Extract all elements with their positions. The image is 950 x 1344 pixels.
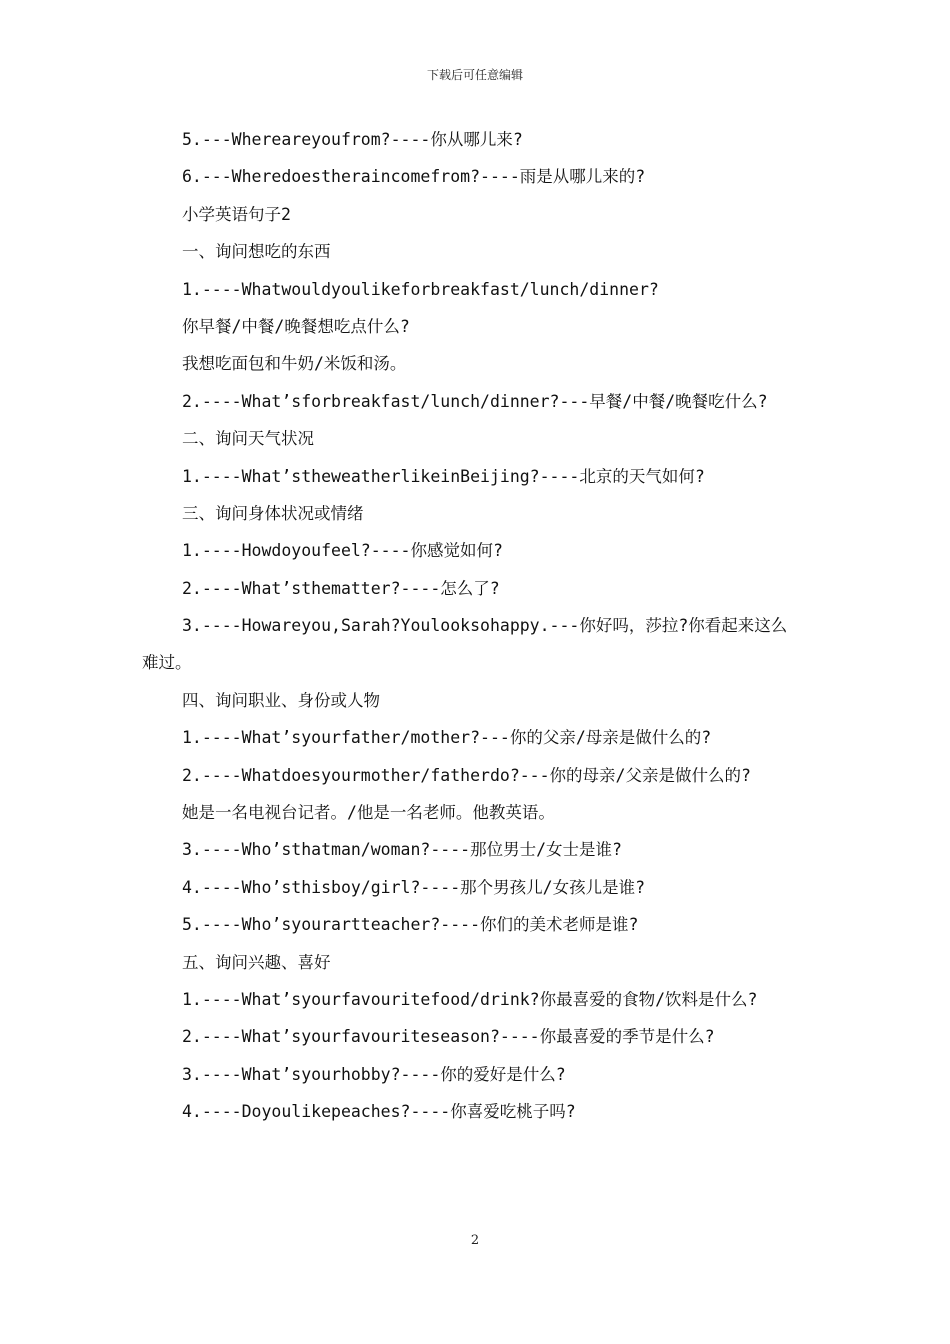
text-line: 2.----What’sforbreakfast/lunch/dinner?---早餐/中餐/晚餐吃什么? bbox=[182, 391, 768, 411]
text-line: 你早餐/中餐/晚餐想吃点什么? bbox=[182, 316, 410, 336]
text-line: 1.----What’stheweatherlikeinBeijing?----北京的天气如何? bbox=[182, 466, 705, 486]
text-line: 3.----Howareyou,Sarah?Youlooksohappy.---你好吗，莎拉?你看起来这么 bbox=[182, 616, 788, 636]
section-heading: 二、询问天气状况 bbox=[182, 429, 314, 449]
text-line: 我想吃面包和牛奶/米饭和汤。 bbox=[182, 354, 407, 374]
text-line: 1.----Whatwouldyoulikeforbreakfast/lunch/dinner? bbox=[182, 279, 659, 299]
text-line: 1.----What’syourfavouritefood/drink?你最喜爱的食物/饮料是什么? bbox=[182, 989, 758, 1009]
text-line: 她是一名电视台记者。/他是一名老师。他教英语。 bbox=[182, 803, 555, 823]
text-line: 3.----What’syourhobby?----你的爱好是什么? bbox=[182, 1064, 566, 1084]
text-line: 1.----What’syourfather/mother?---你的父亲/母亲是做什么的? bbox=[182, 728, 712, 748]
page-number: 2 bbox=[470, 1233, 480, 1248]
text-line: 2.----Whatdoesyourmother/fatherdo?---你的母亲/父亲是做什么的? bbox=[182, 765, 751, 785]
text-line: 2.----What’sthematter?----怎么了? bbox=[182, 578, 500, 598]
text-line: 6.---Wheredoestheraincomefrom?----雨是从哪儿来的? bbox=[182, 167, 646, 187]
text-line: 1.----Howdoyoufeel?----你感觉如何? bbox=[182, 541, 503, 561]
document-body bbox=[142, 121, 822, 1131]
section-heading: 五、询问兴趣、喜好 bbox=[182, 952, 331, 972]
text-line: 5.----Who’syourartteacher?----你们的美术老师是谁? bbox=[182, 915, 639, 935]
section-heading: 三、询问身体状况或情绪 bbox=[182, 503, 364, 523]
text-line: 4.----Who’sthisboy/girl?----那个男孩儿/女孩儿是谁? bbox=[182, 877, 646, 897]
page-header: 下载后可任意编辑 bbox=[426, 68, 523, 82]
section-heading: 四、询问职业、身份或人物 bbox=[182, 690, 380, 710]
text-line: 2.----What’syourfavouriteseason?----你最喜爱的季节是什么? bbox=[182, 1027, 715, 1047]
text-line: 4.----Doyoulikepeaches?----你喜爱吃桃子吗? bbox=[182, 1102, 576, 1122]
text-line: 3.----Who’sthatman/woman?----那位男士/女士是谁? bbox=[182, 840, 622, 860]
section-heading: 一、询问想吃的东西 bbox=[182, 242, 331, 262]
text-line-continuation: 难过。 bbox=[142, 653, 192, 673]
section-title: 小学英语句子2 bbox=[182, 204, 291, 224]
text-line: 5.---Whereareyoufrom?----你从哪儿来? bbox=[182, 130, 523, 149]
